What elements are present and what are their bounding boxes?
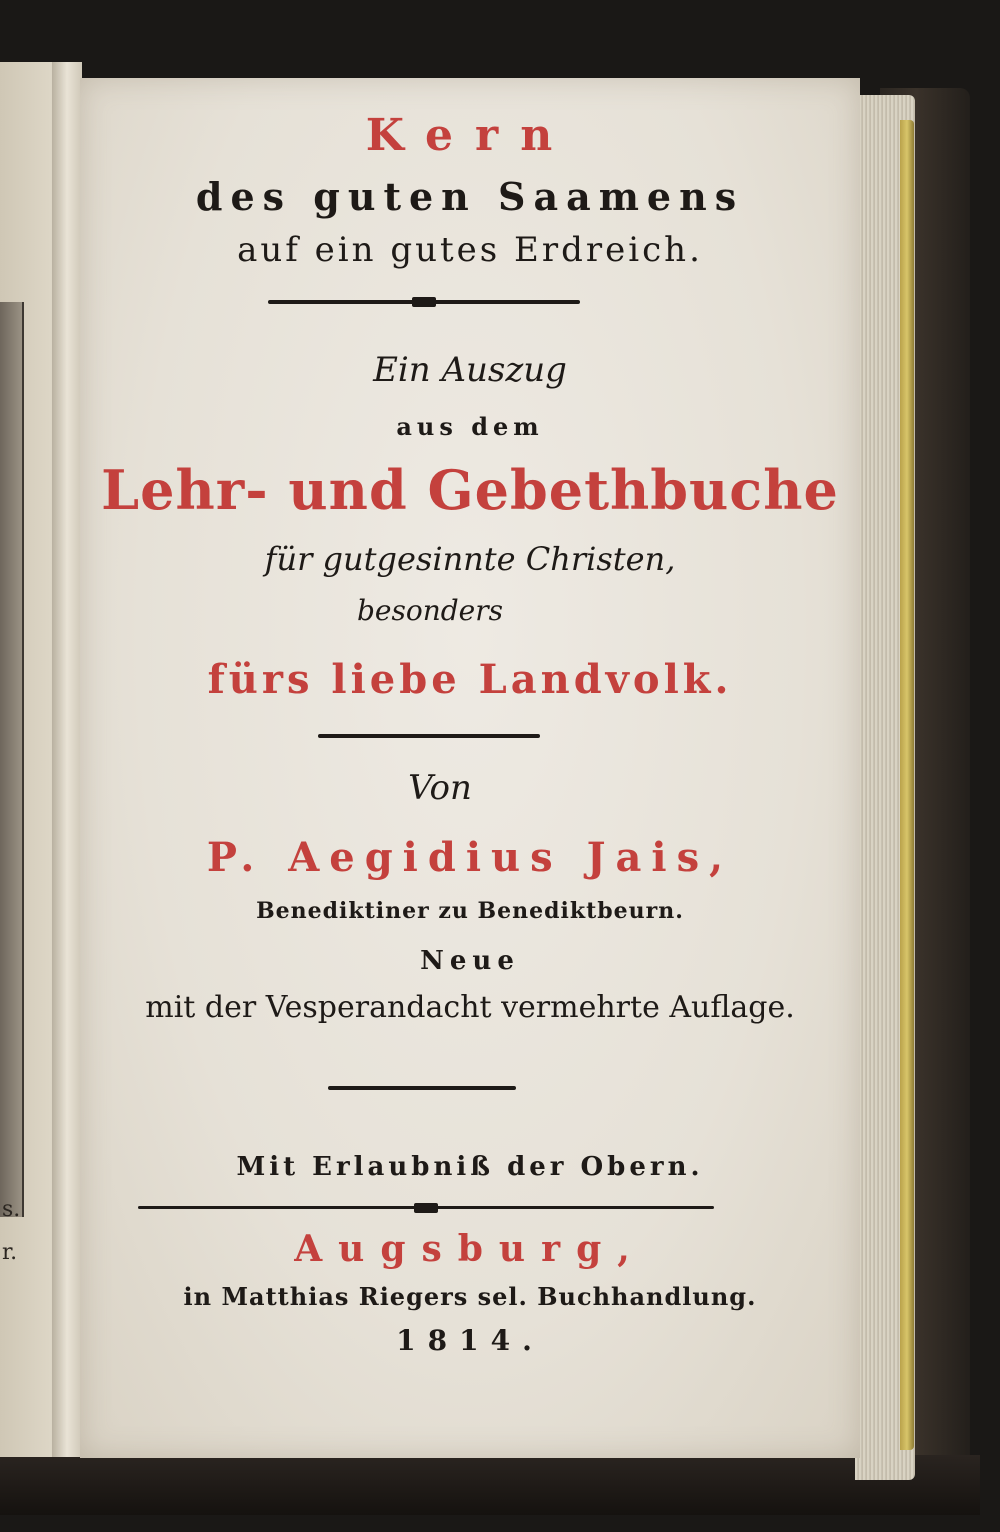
left-page-text-fragment: r. [2, 1240, 18, 1265]
publication-year: 1814. [396, 1324, 544, 1357]
especially-script: besonders [356, 594, 503, 627]
author-name: P. Aegidius Jais, [206, 834, 734, 881]
divider-rule [328, 1086, 516, 1090]
from-the-label: aus dem [396, 412, 544, 441]
title-main: Kern [365, 110, 575, 161]
author-role: Benediktiner zu Benediktbeurn. [256, 898, 684, 924]
title-page [80, 78, 860, 1458]
book-cover-bottom [0, 1455, 980, 1515]
title-line-3: auf ein gutes Erdreich. [237, 230, 703, 270]
book-gutter [52, 62, 82, 1457]
book-title: Lehr- und Gebethbuche [101, 458, 839, 522]
ornamental-rule [138, 1206, 714, 1209]
city-name: Augsburg, [294, 1228, 646, 1270]
gilt-page-edge [900, 120, 914, 1450]
permission-line: Mit Erlaubniß der Obern. [236, 1152, 704, 1182]
publisher-line: in Matthias Riegers sel. Buchhandlung. [183, 1282, 757, 1311]
audience-line: fürs liebe Landvolk. [207, 656, 733, 703]
divider-rule [318, 734, 540, 738]
by-script: Von [408, 768, 472, 808]
for-script: für gutgesinnte Christen, [264, 540, 676, 578]
title-line-2: des guten Saamens [195, 174, 745, 219]
edition-line-1: Neue [420, 946, 520, 976]
frontispiece-plate-edge [0, 302, 24, 1217]
edition-line-2: mit der Vesperandacht vermehrte Auflage. [145, 990, 795, 1025]
left-page-text-fragment: s. [2, 1197, 21, 1222]
ornamental-rule [268, 300, 580, 304]
subtitle-script: Ein Auszug [373, 350, 567, 390]
